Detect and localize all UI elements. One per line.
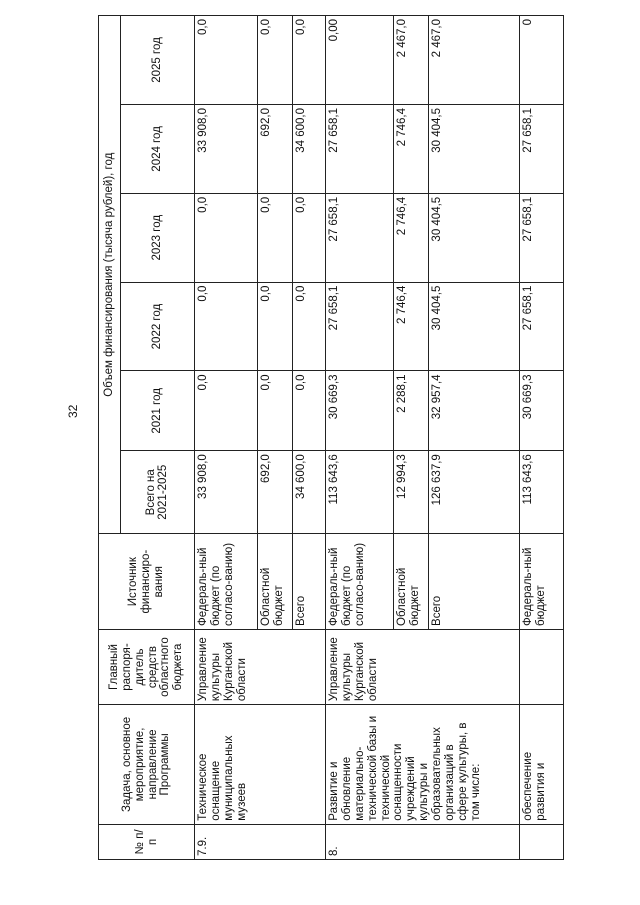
row-task: Развитие и обновление материально-технической базы и технической оснащенности учреждений культуры и образовательных организаций в сфере культуры, в том числе: — [326, 705, 520, 825]
value-2021: 32 957,4 — [428, 371, 520, 451]
value-2021: 0,0 — [293, 371, 326, 451]
value-2023: 2 746,4 — [393, 193, 428, 282]
row-source: Федераль-ный бюджет — [520, 534, 564, 630]
value-2025: 2 467,0 — [428, 16, 520, 105]
value-2024: 27 658,1 — [520, 104, 564, 193]
value-2025: 0 — [520, 16, 564, 105]
value-2021: 30 669,3 — [326, 371, 394, 451]
row-manager: Управление культуры Курганской области — [195, 629, 326, 704]
header-year-2024: 2024 год — [120, 104, 194, 193]
table-row — [520, 16, 564, 860]
value-total: 33 908,0 — [195, 451, 258, 534]
financing-table — [98, 15, 564, 860]
row-number: 8. — [326, 824, 520, 859]
value-total: 126 637,9 — [428, 451, 520, 534]
row-task: Техническое оснащение муниципальных музеев — [195, 705, 326, 825]
value-2022: 30 404,5 — [428, 282, 520, 371]
value-2021: 0,0 — [258, 371, 293, 451]
value-total: 34 600,0 — [293, 451, 326, 534]
row-source: Всего — [428, 534, 520, 630]
value-total: 12 994,3 — [393, 451, 428, 534]
value-2022: 27 658,1 — [326, 282, 394, 371]
value-2024: 30 404,5 — [428, 104, 520, 193]
row-source: Федераль-ный бюджет (по согласо-ванию) — [326, 534, 394, 630]
header-year-2025: 2025 год — [120, 16, 194, 105]
row-source: Областной бюджет — [393, 534, 428, 630]
value-2022: 2 746,4 — [393, 282, 428, 371]
value-2023: 0,0 — [258, 193, 293, 282]
value-total: 113 643,6 — [326, 451, 394, 534]
value-2023: 30 404,5 — [428, 193, 520, 282]
value-2024: 34 600,0 — [293, 104, 326, 193]
row-source: Областной бюджет — [258, 534, 293, 630]
value-2025: 0,0 — [258, 16, 293, 105]
value-2023: 0,0 — [293, 193, 326, 282]
value-2023: 0,0 — [195, 193, 258, 282]
value-2023: 27 658,1 — [520, 193, 564, 282]
row-number: 7.9. — [195, 824, 326, 859]
header-manager: Главный распоря-дитель средств областного бюджета — [99, 629, 195, 704]
value-2024: 692,0 — [258, 104, 293, 193]
value-2025: 0,0 — [293, 16, 326, 105]
row-manager — [520, 629, 564, 704]
page-number: 32 — [66, 404, 80, 418]
header-year-2021: 2021 год — [120, 371, 194, 451]
row-source: Всего — [293, 534, 326, 630]
value-2023: 27 658,1 — [326, 193, 394, 282]
row-source: Федераль-ный бюджет (по согласо-ванию) — [195, 534, 258, 630]
row-task: обеспечение развития и — [520, 705, 564, 825]
header-source: Источник финансиро-вания — [99, 534, 195, 630]
header-year-2022: 2022 год — [120, 282, 194, 371]
header-total: Всего на 2021-2025 — [120, 451, 194, 534]
header-no: № п/п — [99, 824, 195, 859]
header-year-2023: 2023 год — [120, 193, 194, 282]
value-2024: 27 658,1 — [326, 104, 394, 193]
value-2022: 0,0 — [258, 282, 293, 371]
value-2025: 0,00 — [326, 16, 394, 105]
value-2024: 2 746,4 — [393, 104, 428, 193]
value-2022: 0,0 — [293, 282, 326, 371]
rotated-table-wrapper — [98, 15, 564, 860]
value-2022: 27 658,1 — [520, 282, 564, 371]
header-volume: Объем финансирования (тысяча рублей), год — [99, 16, 121, 534]
value-2022: 0,0 — [195, 282, 258, 371]
value-total: 113 643,6 — [520, 451, 564, 534]
header-row-1 — [99, 16, 121, 860]
value-total: 692,0 — [258, 451, 293, 534]
value-2025: 2 467,0 — [393, 16, 428, 105]
value-2021: 2 288,1 — [393, 371, 428, 451]
value-2025: 0,0 — [195, 16, 258, 105]
table-row — [326, 16, 394, 860]
table-row — [195, 16, 258, 860]
row-number — [520, 824, 564, 859]
header-task: Задача, основное мероприятие, направление Программы — [99, 705, 195, 825]
value-2024: 33 908,0 — [195, 104, 258, 193]
row-manager: Управление культуры Курганской области — [326, 629, 520, 704]
value-2021: 30 669,3 — [520, 371, 564, 451]
value-2021: 0,0 — [195, 371, 258, 451]
